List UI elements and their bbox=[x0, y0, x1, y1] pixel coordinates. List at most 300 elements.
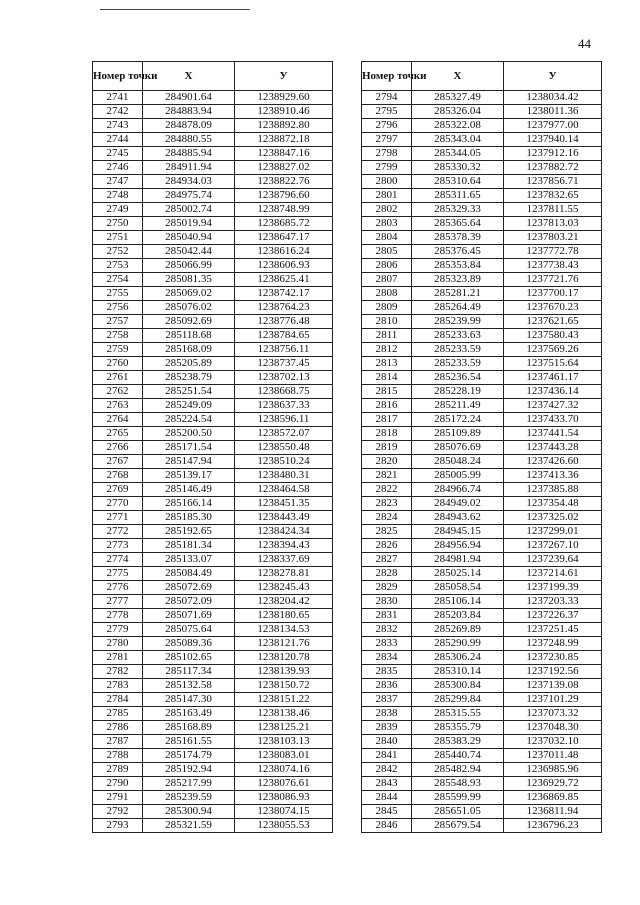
cell-x: 285315.55 bbox=[412, 707, 504, 721]
cell-x: 285133.07 bbox=[143, 553, 235, 567]
cell-y: 1238121.76 bbox=[235, 637, 333, 651]
cell-x: 285118.68 bbox=[143, 329, 235, 343]
cell-point-number: 2743 bbox=[93, 119, 143, 133]
cell-y: 1238616.24 bbox=[235, 245, 333, 259]
table-row bbox=[362, 483, 602, 497]
cell-point-number: 2837 bbox=[362, 693, 412, 707]
cell-x: 285233.59 bbox=[412, 357, 504, 371]
cell-y: 1237670.23 bbox=[504, 301, 602, 315]
cell-x: 285233.59 bbox=[412, 343, 504, 357]
table-row bbox=[93, 287, 333, 301]
table-row bbox=[93, 455, 333, 469]
cell-point-number: 2832 bbox=[362, 623, 412, 637]
cell-y: 1238464.58 bbox=[235, 483, 333, 497]
table-row bbox=[362, 259, 602, 273]
cell-y: 1238394.43 bbox=[235, 539, 333, 553]
table-row bbox=[93, 119, 333, 133]
cell-x: 284883.94 bbox=[143, 105, 235, 119]
table-row bbox=[362, 147, 602, 161]
cell-point-number: 2827 bbox=[362, 553, 412, 567]
cell-x: 285132.58 bbox=[143, 679, 235, 693]
table-row bbox=[362, 665, 602, 679]
cell-y: 1238074.15 bbox=[235, 805, 333, 819]
cell-point-number: 2782 bbox=[93, 665, 143, 679]
cell-y: 1237226.37 bbox=[504, 609, 602, 623]
cell-x: 285203.84 bbox=[412, 609, 504, 623]
cell-point-number: 2798 bbox=[362, 147, 412, 161]
cell-point-number: 2800 bbox=[362, 175, 412, 189]
cell-x: 285139.17 bbox=[143, 469, 235, 483]
cell-x: 285281.21 bbox=[412, 287, 504, 301]
cell-y: 1238510.24 bbox=[235, 455, 333, 469]
table-row bbox=[362, 133, 602, 147]
table-row bbox=[362, 329, 602, 343]
table-row bbox=[362, 637, 602, 651]
table-row bbox=[93, 665, 333, 679]
cell-y: 1237139.08 bbox=[504, 679, 602, 693]
table-row bbox=[93, 399, 333, 413]
cell-x: 284934.03 bbox=[143, 175, 235, 189]
cell-point-number: 2771 bbox=[93, 511, 143, 525]
cell-y: 1238245.43 bbox=[235, 581, 333, 595]
cell-y: 1238784.65 bbox=[235, 329, 333, 343]
cell-x: 285106.14 bbox=[412, 595, 504, 609]
cell-point-number: 2784 bbox=[93, 693, 143, 707]
cell-y: 1237813.03 bbox=[504, 217, 602, 231]
cell-x: 285069.02 bbox=[143, 287, 235, 301]
cell-x: 285599.99 bbox=[412, 791, 504, 805]
table-row bbox=[362, 553, 602, 567]
table-row bbox=[93, 539, 333, 553]
table-row bbox=[362, 217, 602, 231]
table-row bbox=[93, 637, 333, 651]
cell-x: 284901.64 bbox=[143, 91, 235, 105]
table-row bbox=[93, 581, 333, 595]
table-row bbox=[362, 287, 602, 301]
cell-x: 285071.69 bbox=[143, 609, 235, 623]
table-row bbox=[362, 595, 602, 609]
cell-point-number: 2770 bbox=[93, 497, 143, 511]
cell-point-number: 2777 bbox=[93, 595, 143, 609]
cell-point-number: 2773 bbox=[93, 539, 143, 553]
cell-x: 285042.44 bbox=[143, 245, 235, 259]
cell-x: 285239.59 bbox=[143, 791, 235, 805]
cell-point-number: 2845 bbox=[362, 805, 412, 819]
cell-x: 285440.74 bbox=[412, 749, 504, 763]
cell-x: 285174.79 bbox=[143, 749, 235, 763]
cell-point-number: 2765 bbox=[93, 427, 143, 441]
cell-x: 285300.94 bbox=[143, 805, 235, 819]
table-row bbox=[362, 161, 602, 175]
cell-y: 1238647.17 bbox=[235, 231, 333, 245]
cell-point-number: 2810 bbox=[362, 315, 412, 329]
cell-point-number: 2814 bbox=[362, 371, 412, 385]
table-row bbox=[93, 385, 333, 399]
cell-x: 285310.64 bbox=[412, 175, 504, 189]
cell-y: 1238055.53 bbox=[235, 819, 333, 833]
cell-point-number: 2790 bbox=[93, 777, 143, 791]
cell-x: 284880.55 bbox=[143, 133, 235, 147]
table-row bbox=[93, 315, 333, 329]
cell-point-number: 2804 bbox=[362, 231, 412, 245]
cell-y: 1237251.45 bbox=[504, 623, 602, 637]
table-row bbox=[362, 721, 602, 735]
cell-point-number: 2795 bbox=[362, 105, 412, 119]
table-row bbox=[93, 259, 333, 273]
header-x: X bbox=[143, 62, 235, 91]
table-row bbox=[93, 245, 333, 259]
table-row bbox=[362, 819, 602, 833]
table-row bbox=[362, 273, 602, 287]
table-row bbox=[93, 609, 333, 623]
cell-point-number: 2774 bbox=[93, 553, 143, 567]
cell-point-number: 2826 bbox=[362, 539, 412, 553]
cell-x: 285076.69 bbox=[412, 441, 504, 455]
table-row bbox=[93, 511, 333, 525]
cell-x: 285109.89 bbox=[412, 427, 504, 441]
cell-x: 285233.63 bbox=[412, 329, 504, 343]
cell-y: 1238702.13 bbox=[235, 371, 333, 385]
cell-x: 285249.09 bbox=[143, 399, 235, 413]
cell-point-number: 2749 bbox=[93, 203, 143, 217]
table-row bbox=[362, 231, 602, 245]
table-row bbox=[362, 371, 602, 385]
table-row bbox=[93, 371, 333, 385]
cell-x: 285168.09 bbox=[143, 343, 235, 357]
cell-point-number: 2785 bbox=[93, 707, 143, 721]
cell-y: 1237721.76 bbox=[504, 273, 602, 287]
cell-y: 1238796.60 bbox=[235, 189, 333, 203]
cell-point-number: 2753 bbox=[93, 259, 143, 273]
cell-y: 1238572.07 bbox=[235, 427, 333, 441]
table-row bbox=[362, 105, 602, 119]
cell-x: 285321.59 bbox=[143, 819, 235, 833]
cell-y: 1238872.18 bbox=[235, 133, 333, 147]
cell-x: 285040.94 bbox=[143, 231, 235, 245]
cell-y: 1237832.65 bbox=[504, 189, 602, 203]
table-row bbox=[93, 791, 333, 805]
cell-x: 284878.09 bbox=[143, 119, 235, 133]
cell-point-number: 2751 bbox=[93, 231, 143, 245]
cell-point-number: 2815 bbox=[362, 385, 412, 399]
cell-x: 285192.94 bbox=[143, 763, 235, 777]
table-row bbox=[93, 777, 333, 791]
cell-x: 285383.29 bbox=[412, 735, 504, 749]
cell-x: 285147.94 bbox=[143, 455, 235, 469]
table-row bbox=[93, 427, 333, 441]
header-point-number: Номер точки bbox=[362, 62, 412, 91]
cell-point-number: 2759 bbox=[93, 343, 143, 357]
cell-y: 1237621.65 bbox=[504, 315, 602, 329]
cell-x: 285172.24 bbox=[412, 413, 504, 427]
cell-point-number: 2821 bbox=[362, 469, 412, 483]
cell-y: 1237413.36 bbox=[504, 469, 602, 483]
cell-y: 1238550.48 bbox=[235, 441, 333, 455]
cell-y: 1238139.93 bbox=[235, 665, 333, 679]
cell-y: 1238086.93 bbox=[235, 791, 333, 805]
table-row bbox=[93, 273, 333, 287]
table-row bbox=[362, 651, 602, 665]
cell-x: 285355.79 bbox=[412, 721, 504, 735]
cell-y: 1237772.78 bbox=[504, 245, 602, 259]
cell-y: 1238103.13 bbox=[235, 735, 333, 749]
cell-y: 1237436.14 bbox=[504, 385, 602, 399]
cell-y: 1238034.42 bbox=[504, 91, 602, 105]
cell-point-number: 2824 bbox=[362, 511, 412, 525]
table-row bbox=[93, 175, 333, 189]
table-row bbox=[362, 525, 602, 539]
table-row bbox=[362, 693, 602, 707]
table-row bbox=[93, 105, 333, 119]
cell-x: 285117.34 bbox=[143, 665, 235, 679]
table-row bbox=[362, 343, 602, 357]
header-point-number: Номер точки bbox=[93, 62, 143, 91]
cell-x: 285378.39 bbox=[412, 231, 504, 245]
cell-x: 285005.99 bbox=[412, 469, 504, 483]
cell-x: 285238.79 bbox=[143, 371, 235, 385]
cell-point-number: 2789 bbox=[93, 763, 143, 777]
cell-y: 1236811.94 bbox=[504, 805, 602, 819]
cell-y: 1238606.93 bbox=[235, 259, 333, 273]
cell-point-number: 2794 bbox=[362, 91, 412, 105]
cell-y: 1237385.88 bbox=[504, 483, 602, 497]
cell-x: 285306.24 bbox=[412, 651, 504, 665]
table-row bbox=[362, 91, 602, 105]
table-row bbox=[362, 539, 602, 553]
cell-y: 1237700.17 bbox=[504, 287, 602, 301]
table-row bbox=[362, 735, 602, 749]
table-row bbox=[93, 217, 333, 231]
cell-point-number: 2836 bbox=[362, 679, 412, 693]
cell-y: 1236929.72 bbox=[504, 777, 602, 791]
cell-x: 285329.33 bbox=[412, 203, 504, 217]
table-row bbox=[362, 469, 602, 483]
cell-y: 1238083.01 bbox=[235, 749, 333, 763]
cell-point-number: 2755 bbox=[93, 287, 143, 301]
cell-point-number: 2741 bbox=[93, 91, 143, 105]
cell-point-number: 2750 bbox=[93, 217, 143, 231]
cell-y: 1238596.11 bbox=[235, 413, 333, 427]
cell-point-number: 2763 bbox=[93, 399, 143, 413]
cell-x: 285323.89 bbox=[412, 273, 504, 287]
table-row bbox=[93, 707, 333, 721]
table-row bbox=[362, 581, 602, 595]
cell-x: 285330.32 bbox=[412, 161, 504, 175]
table-row bbox=[362, 175, 602, 189]
cell-x: 285251.54 bbox=[143, 385, 235, 399]
cell-point-number: 2822 bbox=[362, 483, 412, 497]
cell-x: 285084.49 bbox=[143, 567, 235, 581]
cell-point-number: 2818 bbox=[362, 427, 412, 441]
table-row bbox=[362, 567, 602, 581]
cell-point-number: 2761 bbox=[93, 371, 143, 385]
cell-y: 1238910.46 bbox=[235, 105, 333, 119]
cell-y: 1238125.21 bbox=[235, 721, 333, 735]
cell-point-number: 2769 bbox=[93, 483, 143, 497]
cell-y: 1236796.23 bbox=[504, 819, 602, 833]
cell-point-number: 2831 bbox=[362, 609, 412, 623]
cell-point-number: 2833 bbox=[362, 637, 412, 651]
cell-x: 285185.30 bbox=[143, 511, 235, 525]
cell-x: 284975.74 bbox=[143, 189, 235, 203]
cell-y: 1237427.32 bbox=[504, 399, 602, 413]
cell-point-number: 2835 bbox=[362, 665, 412, 679]
cell-x: 285192.65 bbox=[143, 525, 235, 539]
cell-x: 285072.69 bbox=[143, 581, 235, 595]
table-row bbox=[362, 413, 602, 427]
table-row bbox=[93, 413, 333, 427]
table-row bbox=[93, 693, 333, 707]
table-row bbox=[362, 189, 602, 203]
cell-y: 1238337.69 bbox=[235, 553, 333, 567]
cell-y: 1237203.33 bbox=[504, 595, 602, 609]
table-row bbox=[93, 525, 333, 539]
cell-point-number: 2781 bbox=[93, 651, 143, 665]
cell-y: 1237443.28 bbox=[504, 441, 602, 455]
cell-y: 1238451.35 bbox=[235, 497, 333, 511]
cell-x: 285239.99 bbox=[412, 315, 504, 329]
cell-x: 285092.69 bbox=[143, 315, 235, 329]
cell-y: 1238138.46 bbox=[235, 707, 333, 721]
cell-y: 1238076.61 bbox=[235, 777, 333, 791]
table-row bbox=[93, 161, 333, 175]
table-row bbox=[93, 147, 333, 161]
cell-y: 1237940.14 bbox=[504, 133, 602, 147]
header-y: У bbox=[504, 62, 602, 91]
cell-point-number: 2793 bbox=[93, 819, 143, 833]
table-row bbox=[93, 483, 333, 497]
cell-point-number: 2764 bbox=[93, 413, 143, 427]
cell-point-number: 2767 bbox=[93, 455, 143, 469]
cell-point-number: 2783 bbox=[93, 679, 143, 693]
table-header-row bbox=[93, 62, 333, 91]
cell-x: 285344.05 bbox=[412, 147, 504, 161]
table-row bbox=[362, 203, 602, 217]
cell-y: 1237569.26 bbox=[504, 343, 602, 357]
cell-point-number: 2844 bbox=[362, 791, 412, 805]
cell-point-number: 2791 bbox=[93, 791, 143, 805]
cell-point-number: 2776 bbox=[93, 581, 143, 595]
cell-y: 1238443.49 bbox=[235, 511, 333, 525]
cell-y: 1238074.16 bbox=[235, 763, 333, 777]
cell-x: 285327.49 bbox=[412, 91, 504, 105]
cell-x: 285482.94 bbox=[412, 763, 504, 777]
cell-x: 284981.94 bbox=[412, 553, 504, 567]
cell-point-number: 2807 bbox=[362, 273, 412, 287]
table-row bbox=[362, 245, 602, 259]
cell-point-number: 2780 bbox=[93, 637, 143, 651]
cell-y: 1237811.55 bbox=[504, 203, 602, 217]
cell-y: 1238204.42 bbox=[235, 595, 333, 609]
cell-x: 285081.35 bbox=[143, 273, 235, 287]
cell-y: 1237230.85 bbox=[504, 651, 602, 665]
cell-y: 1237073.32 bbox=[504, 707, 602, 721]
coordinates-table-left bbox=[92, 61, 333, 833]
cell-point-number: 2742 bbox=[93, 105, 143, 119]
cell-y: 1238668.75 bbox=[235, 385, 333, 399]
table-row bbox=[93, 721, 333, 735]
cell-y: 1237267.10 bbox=[504, 539, 602, 553]
cell-point-number: 2809 bbox=[362, 301, 412, 315]
table-row bbox=[93, 357, 333, 371]
cell-x: 285322.08 bbox=[412, 119, 504, 133]
cell-point-number: 2838 bbox=[362, 707, 412, 721]
table-row bbox=[362, 385, 602, 399]
table-row bbox=[93, 441, 333, 455]
cell-y: 1238011.36 bbox=[504, 105, 602, 119]
cell-point-number: 2756 bbox=[93, 301, 143, 315]
cell-y: 1237441.54 bbox=[504, 427, 602, 441]
cell-y: 1238180.65 bbox=[235, 609, 333, 623]
cell-x: 285353.84 bbox=[412, 259, 504, 273]
cell-point-number: 2762 bbox=[93, 385, 143, 399]
table-row bbox=[362, 707, 602, 721]
cell-x: 285264.49 bbox=[412, 301, 504, 315]
cell-x: 285166.14 bbox=[143, 497, 235, 511]
cell-y: 1237433.70 bbox=[504, 413, 602, 427]
cell-y: 1237048.30 bbox=[504, 721, 602, 735]
cell-point-number: 2772 bbox=[93, 525, 143, 539]
table-row bbox=[93, 329, 333, 343]
cell-y: 1238278.81 bbox=[235, 567, 333, 581]
table-row bbox=[362, 777, 602, 791]
cell-point-number: 2806 bbox=[362, 259, 412, 273]
cell-y: 1237738.43 bbox=[504, 259, 602, 273]
cell-point-number: 2820 bbox=[362, 455, 412, 469]
cell-x: 285072.09 bbox=[143, 595, 235, 609]
cell-point-number: 2758 bbox=[93, 329, 143, 343]
cell-y: 1237882.72 bbox=[504, 161, 602, 175]
cell-x: 285147.30 bbox=[143, 693, 235, 707]
table-row bbox=[362, 315, 602, 329]
table-row bbox=[93, 203, 333, 217]
cell-point-number: 2746 bbox=[93, 161, 143, 175]
table-row bbox=[93, 651, 333, 665]
cell-point-number: 2760 bbox=[93, 357, 143, 371]
cell-point-number: 2842 bbox=[362, 763, 412, 777]
cell-point-number: 2808 bbox=[362, 287, 412, 301]
cell-x: 285311.65 bbox=[412, 189, 504, 203]
cell-point-number: 2754 bbox=[93, 273, 143, 287]
cell-point-number: 2752 bbox=[93, 245, 143, 259]
cell-x: 285326.04 bbox=[412, 105, 504, 119]
cell-y: 1237515.64 bbox=[504, 357, 602, 371]
cell-y: 1238737.45 bbox=[235, 357, 333, 371]
cell-y: 1237856.71 bbox=[504, 175, 602, 189]
cell-y: 1237239.64 bbox=[504, 553, 602, 567]
cell-x: 285217.99 bbox=[143, 777, 235, 791]
cell-x: 285211.49 bbox=[412, 399, 504, 413]
cell-y: 1238480.31 bbox=[235, 469, 333, 483]
cell-x: 285002.74 bbox=[143, 203, 235, 217]
cell-x: 285228.19 bbox=[412, 385, 504, 399]
cell-point-number: 2840 bbox=[362, 735, 412, 749]
cell-y: 1237580.43 bbox=[504, 329, 602, 343]
cell-y: 1238742.17 bbox=[235, 287, 333, 301]
cell-y: 1238776.48 bbox=[235, 315, 333, 329]
cell-point-number: 2799 bbox=[362, 161, 412, 175]
table-row bbox=[93, 189, 333, 203]
table-row bbox=[362, 455, 602, 469]
cell-y: 1237011.48 bbox=[504, 749, 602, 763]
table-row bbox=[362, 763, 602, 777]
cell-x: 285310.14 bbox=[412, 665, 504, 679]
table-row bbox=[362, 805, 602, 819]
cell-x: 285089.36 bbox=[143, 637, 235, 651]
cell-point-number: 2744 bbox=[93, 133, 143, 147]
table-row bbox=[93, 805, 333, 819]
cell-y: 1237977.00 bbox=[504, 119, 602, 133]
